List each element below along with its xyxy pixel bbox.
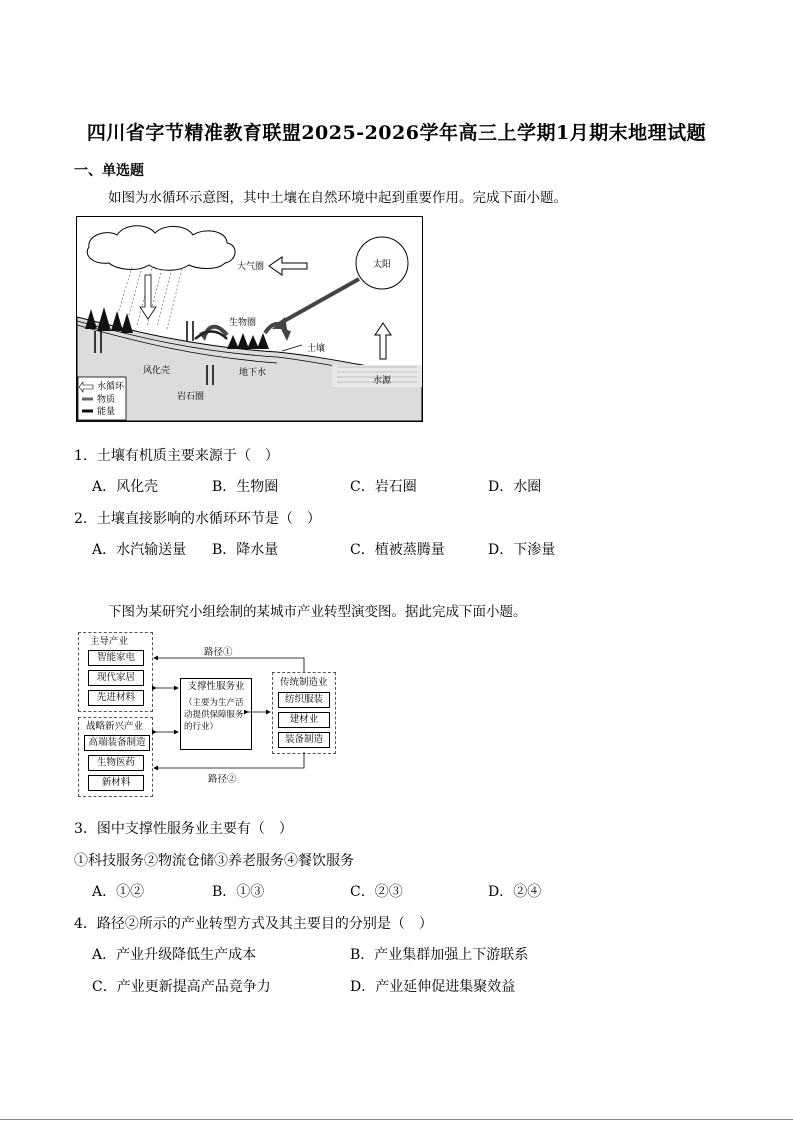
label-weathering: 风化壳 (143, 366, 171, 376)
strategic-industry-label: 战略新兴产业 (86, 721, 144, 732)
question-3-stem: 3．图中支撑性服务业主要有（ ） (74, 821, 293, 837)
question-2-stem: 2．土壤直接影响的水循环环节是（ ） (74, 511, 321, 527)
path-1-label: 路径① (204, 647, 233, 658)
page-bottom-rule (0, 1119, 793, 1120)
traditional-item-1: 纺织服装 (278, 692, 330, 708)
label-atmosphere: 大气圈 (237, 262, 265, 272)
q1-option-b[interactable]: B．生物圈 (212, 479, 279, 495)
q1-option-a[interactable]: A．风化壳 (92, 479, 159, 495)
q3-option-b[interactable]: B．①③ (212, 884, 265, 900)
trees-middle (227, 333, 269, 349)
leading-item-3: 先进材料 (88, 690, 144, 706)
legend-material: 物质 (97, 395, 116, 405)
label-groundwater: 地下水 (239, 368, 267, 378)
strategic-item-2: 生物医药 (88, 755, 144, 771)
question-4-stem: 4．路径②所示的产业转型方式及其主要目的分别是（ ） (74, 916, 433, 932)
q2-option-b[interactable]: B．降水量 (212, 542, 279, 558)
label-lithosphere: 岩石圈 (177, 392, 205, 402)
q2-option-d[interactable]: D．下渗量 (488, 542, 556, 558)
leading-item-1: 智能家电 (88, 650, 144, 666)
traditional-item-2: 建材业 (278, 712, 330, 728)
leading-industry-label: 主导产业 (90, 636, 129, 647)
legend-water-cycle: 水循环 (97, 382, 125, 392)
label-sun: 太阳 (373, 260, 392, 270)
q3-option-d[interactable]: D．②④ (488, 884, 542, 900)
intro-text-1: 如图为水循环示意图，其中土壤在自然环境中起到重要作用。完成下面小题。 (108, 190, 567, 206)
strategic-item-3: 新材料 (88, 775, 144, 791)
q1-option-d[interactable]: D．水圈 (488, 479, 542, 495)
q4-option-c[interactable]: C．产业更新提高产品竞争力 (92, 979, 271, 995)
q4-option-d[interactable]: D．产业延伸促进集聚效益 (350, 979, 516, 995)
water-cycle-arrow (269, 257, 307, 275)
question-1-stem: 1．土壤有机质主要来源于（ ） (74, 448, 279, 464)
traditional-industry-label: 传统制造业 (280, 677, 328, 688)
q3-option-c[interactable]: C．②③ (350, 884, 403, 900)
path-2-label: 路径② (208, 774, 237, 785)
q2-option-a[interactable]: A．水汽输送量 (92, 542, 187, 558)
intro-text-2: 下图为某研究小组绘制的某城市产业转型演变图。据此完成下面小题。 (108, 604, 527, 620)
q3-option-a[interactable]: A．①② (92, 884, 145, 900)
legend-energy: 能量 (97, 407, 116, 417)
label-soil: 土壤 (307, 344, 326, 354)
industry-figure (76, 630, 338, 800)
support-service-title: 支撑性服务业 (187, 681, 245, 692)
q4-option-a[interactable]: A．产业升级降低生产成本 (92, 947, 257, 963)
section-heading: 一、单选题 (74, 163, 144, 179)
question-3-sub: ①科技服务②物流仓储③养老服务④餐饮服务 (74, 853, 354, 869)
page-title: 四川省字节精准教育联盟2025-2026学年高三上学期1月期末地理试题 (86, 122, 707, 144)
q1-option-c[interactable]: C．岩石圈 (350, 479, 417, 495)
label-biosphere: 生物圈 (229, 318, 257, 328)
q4-option-b[interactable]: B．产业集群加强上下游联系 (350, 947, 529, 963)
label-water-source: 水源 (373, 376, 392, 386)
cloud-shape (87, 226, 235, 271)
q2-option-c[interactable]: C．植被蒸腾量 (350, 542, 445, 558)
traditional-item-3: 装备制造 (278, 732, 330, 748)
water-cycle-figure (76, 216, 423, 422)
leading-item-2: 现代家居 (88, 670, 144, 686)
strategic-item-1: 高端装备制造 (84, 735, 150, 751)
water-cycle-diagram (77, 217, 422, 421)
support-service-note: （主要为生产活动提供保障服务的行业） (184, 698, 244, 732)
